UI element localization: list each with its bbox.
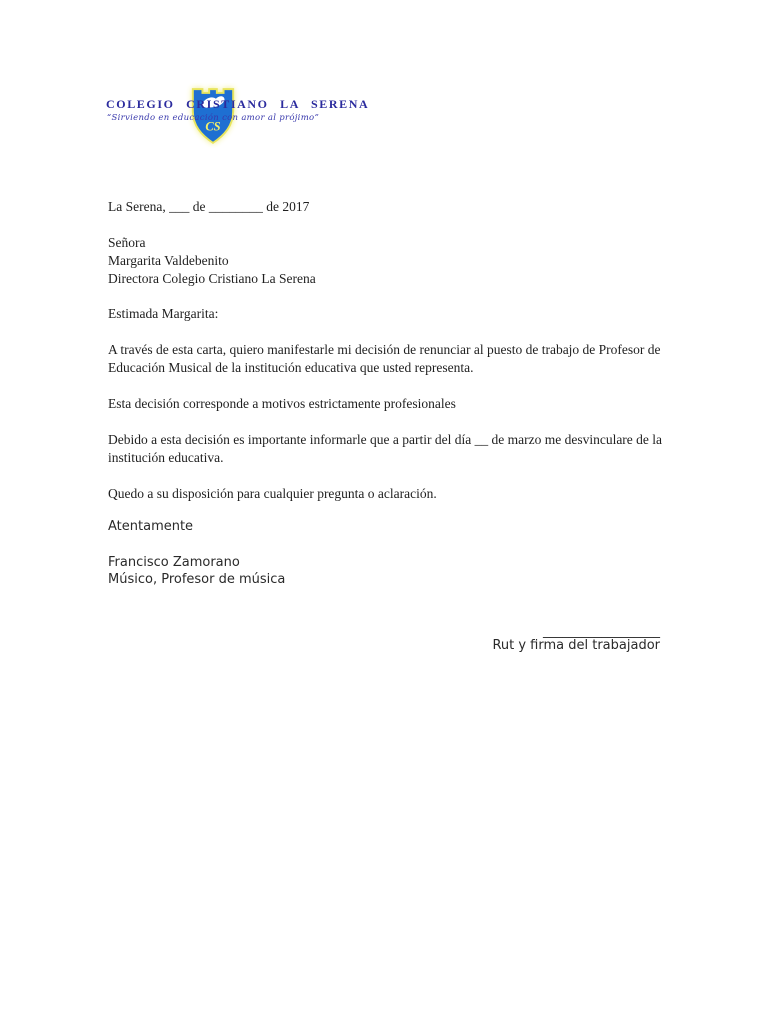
school-name: COLEGIO CRISTIANO LA SERENA [106,97,370,111]
signature-name: Francisco Zamorano [108,555,240,570]
paragraph-reason: Esta decisión corresponde a motivos estrictamente profesionales [108,396,456,411]
signature-area [492,626,660,653]
paragraph-resignation: A través de esta carta, quiero manifestarle mi decisión de renunciar al puesto de trabajo de Profesor de Educación Musical de la institución educativa que usted representa. [108,342,661,375]
recipient-title: Directora Colegio Cristiano La Serena [108,271,316,286]
school-tagline: “Sirviendo en educación con amor al prójimo” [106,113,320,123]
paragraph-date-leave: Debido a esta decisión es importante informarle que a partir del día __ de marzo me desvinculare de la institución educativa. [108,432,663,465]
school-logo [106,82,370,152]
closing: Atentamente [108,519,194,534]
signature-line: __________________ [543,624,660,639]
paragraph-availability: Quedo a su disposición para cualquier pregunta o aclaración. [108,486,437,501]
signature-title: Músico, Profesor de música [108,572,286,587]
shield-monogram: CS [205,119,221,134]
recipient-salutation: Señora [108,235,146,250]
recipient-name: Margarita Valdebenito [108,253,229,268]
salutation: Estimada Margarita: [108,306,219,321]
signature-caption: Rut y firma del trabajador [492,638,660,653]
date-line: La Serena, ___ de ________ de 2017 [108,199,310,214]
